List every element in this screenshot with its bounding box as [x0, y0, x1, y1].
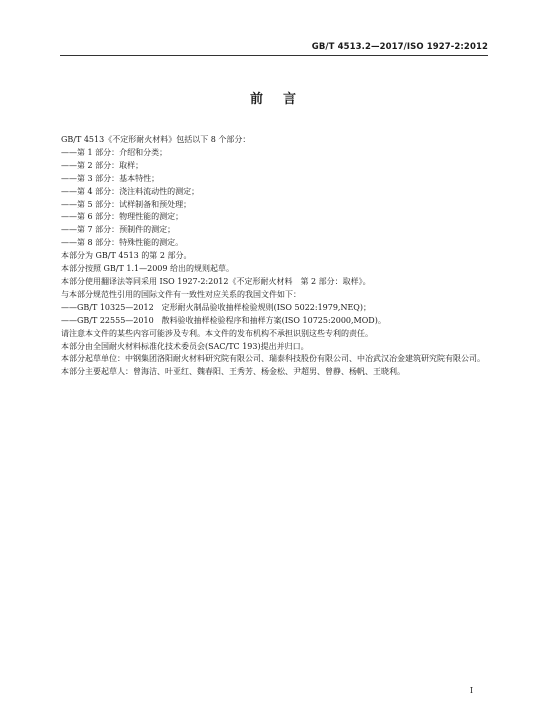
part-list-item: ——第 4 部分：浇注料流动性的测定；	[61, 186, 200, 196]
foreword-body	[61, 134, 491, 379]
part-list-item: ——第 6 部分：物理性能的测定；	[61, 212, 184, 222]
patent-notice-paragraph: 请注意本文件的某些内容可能涉及专利。本文件的发布机构不承担识别这些专利的责任。	[61, 328, 373, 338]
this-part-paragraph: 本部分为 GB/T 4513 的第 2 部分。	[61, 251, 192, 261]
page-title: 前言	[249, 92, 316, 107]
part-list-item: ——第 8 部分：特殊性能的测定。	[61, 238, 184, 248]
drafting-rules-paragraph: 本部分按照 GB/T 1.1—2009 给出的规则起草。	[61, 264, 235, 274]
proposer-paragraph: 本部分由全国耐火材料标准化技术委员会(SAC/TC 193)提出并归口。	[61, 341, 309, 351]
page-number: I	[469, 686, 473, 695]
header-rule	[60, 55, 488, 56]
standard-number: GB/T 4513.2—2017/ISO 1927-2:2012	[311, 42, 488, 52]
drafting-units-paragraph: 本部分起草单位：中钢集团洛阳耐火材料研究院有限公司、瑞泰科技股份有限公司、中冶武汉冶金建筑研究院有限公司。	[61, 354, 485, 364]
part-list-item: ——第 3 部分：基本特性；	[61, 173, 160, 183]
correspondence-list-item: ——GB/T 22555—2010 散料验收抽样检验程序和抽样方案(ISO 10725:2000,MOD)。	[61, 315, 386, 325]
part-list-item: ——第 2 部分：取样；	[61, 160, 144, 170]
part-list-item: ——第 7 部分：预制件的测定；	[61, 225, 176, 235]
translation-method-paragraph: 本部分使用翻译法等同采用 ISO 1927-2:2012《不定形耐火材料 第 2 部分：取样》。	[61, 276, 371, 286]
intro-paragraph: GB/T 4513《不定形耐火材料》包括以下 8 个部分：	[61, 135, 251, 144]
correspondence-intro-paragraph: 与本部分规范性引用的国际文件有一致性对应关系的我国文件如下：	[61, 289, 301, 299]
part-list-item: ——第 5 部分：试样制备和预处理；	[61, 199, 192, 209]
part-list-item: ——第 1 部分：介绍和分类；	[61, 147, 168, 157]
correspondence-list-item: ——GB/T 10325—2012 定形耐火制品验收抽样检验规则(ISO 5022:1979,NEQ)；	[61, 302, 371, 312]
drafters-paragraph: 本部分主要起草人：曾海洁、叶亚红、魏春阳、王秀芳、杨金松、尹超男、曾静、杨帆、王晓利。	[61, 367, 405, 377]
